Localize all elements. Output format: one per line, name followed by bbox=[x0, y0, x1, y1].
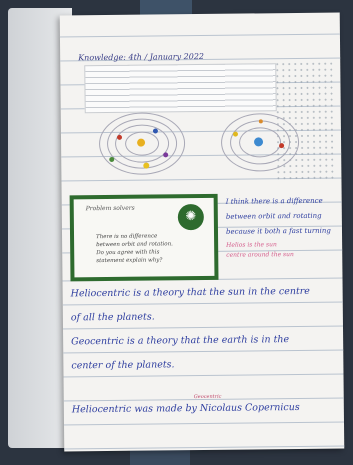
card-line: statement explain why? bbox=[96, 257, 163, 265]
planet-green bbox=[109, 157, 114, 162]
correction-line: centre around the sun bbox=[226, 251, 294, 259]
planet-yellow bbox=[233, 132, 238, 137]
written-line: of all the planets. bbox=[70, 311, 155, 324]
notebook-page bbox=[60, 13, 345, 452]
earth-icon bbox=[254, 137, 263, 146]
answer-line: I think there is a difference bbox=[225, 196, 323, 206]
card-line: between orbit and rotation. bbox=[96, 241, 173, 249]
problem-solvers-card bbox=[70, 194, 219, 282]
solar-system-right bbox=[221, 113, 298, 170]
planet-red bbox=[117, 135, 122, 140]
sun-icon bbox=[137, 139, 145, 147]
planet-red bbox=[279, 143, 284, 148]
planet-orange bbox=[259, 119, 263, 123]
correction-line: Helios is the sun bbox=[226, 241, 277, 249]
written-line: Geocentric is a theory that the earth is in the bbox=[71, 334, 290, 348]
written-line: center of the planets. bbox=[71, 359, 175, 372]
solar-system-diagrams bbox=[71, 109, 332, 190]
written-line: Heliocentric was made by Nicolaus Copernicus bbox=[71, 401, 300, 416]
page-title: Knowledge: 4th / January 2022 bbox=[78, 51, 205, 63]
answer-line: because it both a fast turning bbox=[225, 226, 331, 236]
answer-line: between orbit and rotating bbox=[225, 211, 322, 221]
solar-system-left bbox=[99, 112, 184, 173]
card-question bbox=[96, 232, 192, 265]
card-header: Problem solvers bbox=[85, 204, 135, 213]
inserted-word: Geocentric bbox=[193, 393, 222, 401]
worksheet-sheet bbox=[84, 63, 276, 113]
planet-yellow bbox=[143, 163, 149, 169]
lightbulb-icon: ✺ bbox=[178, 204, 204, 230]
planet-blue bbox=[153, 128, 158, 133]
written-line: Heliocentric is a theory that the sun in the centre bbox=[70, 285, 310, 300]
planet-purple bbox=[163, 152, 168, 157]
card-line: Do you agree with this bbox=[96, 249, 160, 257]
card-line: There is no difference bbox=[96, 233, 158, 241]
